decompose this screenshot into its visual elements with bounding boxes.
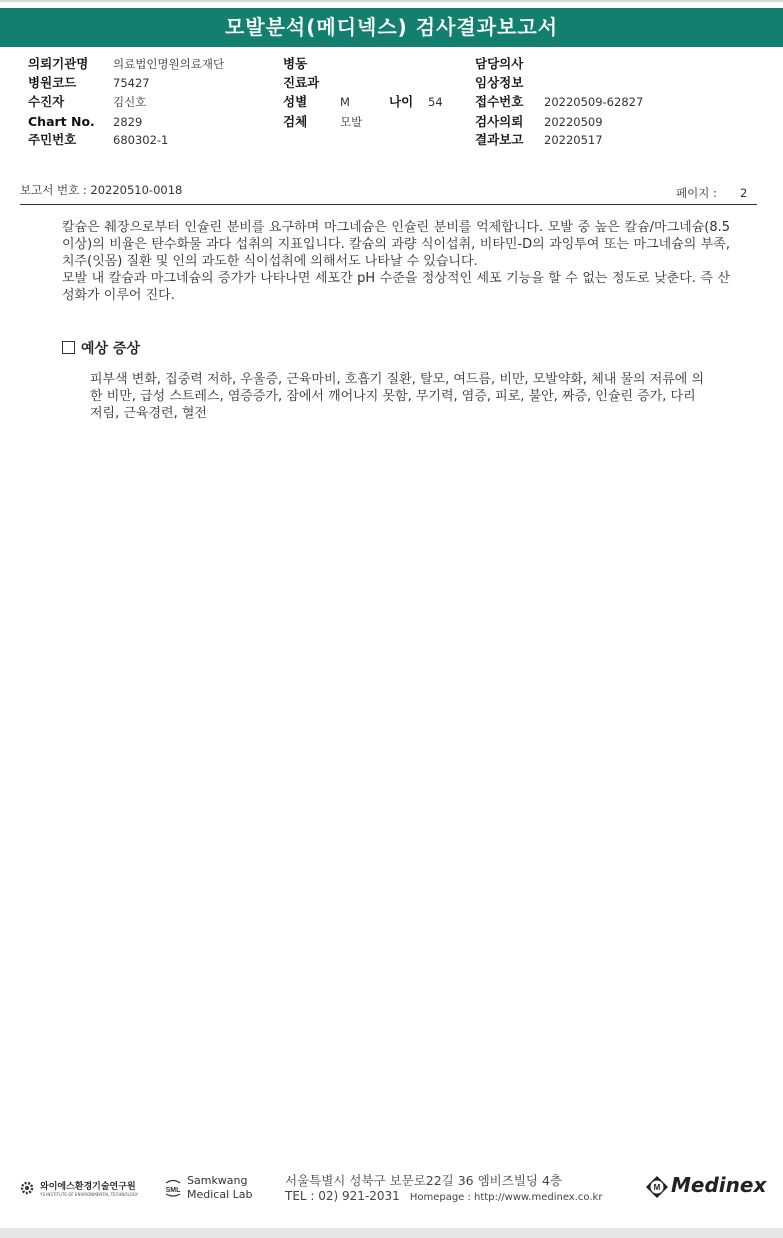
info-label: 병원코드 [28,75,77,90]
info-value: 김신호 [113,95,147,109]
info-value: 20220517 [544,133,603,147]
info-label: 성별 [283,94,308,109]
info-value: 680302-1 [113,133,169,147]
report-number: 보고서 번호 : 20220510-0018 [20,183,183,197]
bottom-bar [0,1228,783,1238]
info-row [0,113,783,131]
info-row [0,93,783,111]
logo3-name: Medinex [671,1173,767,1197]
info-label: 임상정보 [475,75,524,90]
info-label: 수진자 [28,94,65,109]
separator-line [20,204,757,205]
footer-tel: TEL : 02) 921-2031 [285,1189,400,1203]
info-value: M [340,95,350,109]
info-label: 결과보고 [475,132,524,147]
info-label: 병동 [283,56,308,71]
logo2-line2: Medical Lab [187,1188,253,1201]
section-title-text: 예상 증상 [81,341,140,357]
body-paragraph: 모발 내 칼슘과 마그네슘의 증가가 나타나면 세포간 pH 수준을 정상적인 세포 기능을 할 수 없는 정도로 낮춘다. 즉 산성화가 이루어 진다. [62,271,730,303]
footer-address: 서울특별시 성북구 보문로22길 36 엠비즈빌딩 4층 [285,1173,562,1188]
info-label: 접수번호 [475,94,524,109]
logo2-line1: Samkwang [187,1174,248,1187]
info-row [0,74,783,92]
report-title: 모발분석(메디넥스) 검사결과보고서 [0,8,783,47]
info-label: Chart No. [28,114,95,129]
info-value: 20220509 [544,115,603,129]
medinex-diamond-icon [646,1176,668,1198]
info-label: 나이 [389,94,414,109]
footer-contact [285,1189,602,1203]
info-row [0,55,783,73]
info-label: 진료과 [283,75,320,90]
page-value: 2 [740,186,748,200]
top-border [0,0,783,2]
footer-homepage[interactable]: Homepage : http://www.medinex.co.kr [409,1192,603,1203]
report-body [62,219,730,304]
info-value: 의료법인명원의료재단 [113,57,225,71]
gear-logo-icon [18,1179,36,1197]
patient-info-table [0,55,783,155]
checkbox-square-icon [62,341,75,354]
info-label: 의뢰기관명 [28,56,89,71]
info-value: 75427 [113,76,150,90]
info-row [0,131,783,149]
info-value: 모발 [340,115,363,129]
medinex-mark: M [653,1183,661,1192]
footer [0,1165,783,1215]
sml-mark: SML [165,1187,181,1194]
page-number [676,185,747,201]
section-title [62,338,140,358]
sml-logo-icon [162,1177,184,1199]
info-label: 주민번호 [28,132,77,147]
logo1-subtitle: YS INSTITUTE OF ENVIRONMENTAL TECHNOLOGY [40,1192,139,1197]
info-value: 54 [428,95,443,109]
info-value: 2829 [113,115,143,129]
body-paragraph: 칼슘은 췌장으로부터 인슐린 분비를 요구하며 마그네슘은 인슐린 분비를 억제합니다. 모발 중 높은 칼슘/마그네슘(8.5이상)의 비율은 탄수화물 과다 섭취의 지표입니다. 칼슘의 과량 식이섭취, 비타민-D의 과잉투여 또는 마그네슘의 부족, 치주(잇몸) 질환 및 인의 과도한 식이섭취에 의해서도 나타날 수 있습니다. [62,220,730,269]
logo1-name: 와이에스환경기술연구원 [40,1182,136,1192]
page-label: 페이지 : [676,186,717,200]
symptoms-list: 피부색 변화, 집중력 저하, 우울증, 근육마비, 호흡기 질환, 탈모, 여드름, 비만, 모발약화, 체내 물의 저류에 의한 비만, 급성 스트레스, 염증증가, 잠에서 깨어나지 못함, 무기력, 염증, 피로, 불안, 짜증, 인슐린 증가, 다리 저림, 근육경련, 혈전 [90,372,705,421]
info-value: 20220509-62827 [544,95,644,109]
info-label: 검사의뢰 [475,114,524,129]
info-label: 검체 [283,114,308,129]
info-label: 담당의사 [475,56,524,71]
